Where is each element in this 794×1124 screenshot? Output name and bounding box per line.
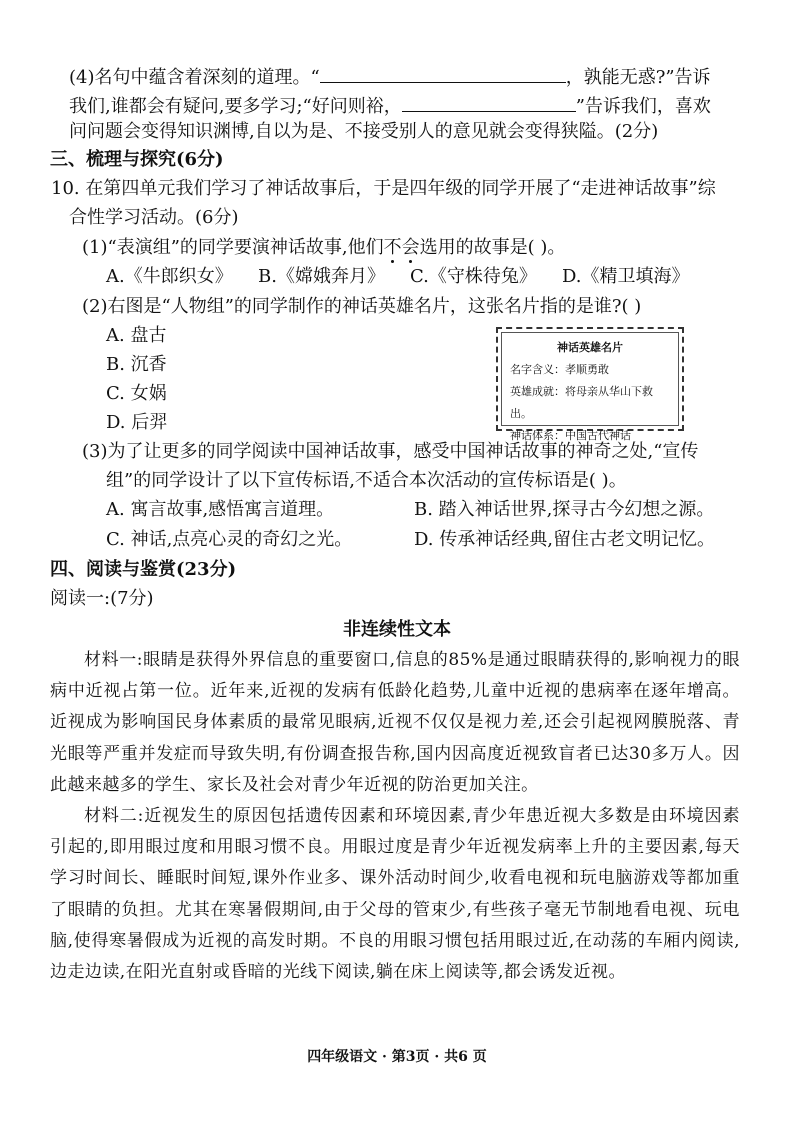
q10-sub2-option-a[interactable]: A. 盘古 bbox=[106, 325, 167, 346]
q4-line2-text-b: ”告诉我们，喜欢 bbox=[575, 96, 711, 117]
q10-sub1-prefix: (1)“表演组”的同学要演神话故事,他们 bbox=[82, 237, 384, 258]
q10-sub1-option-d[interactable]: D.《精卫填海》 bbox=[562, 266, 690, 287]
material-1: 材料一:眼睛是获得外界信息的重要窗口,信息的85%是通过眼睛获得的,影响视力的眼病中近视占第一位。近年来,近视的发病有低龄化趋势,儿童中近视的患病率在逐年增高。近视成为影响国民身体素质的最常见眼病,近视不仅仅是视力差,还会引起视网膜脱落、青光眼等严重并发症而导致失明,有份调查报告称,国内因高度近视致盲者已达30多万人。因此越来越多的学生、家长及社会对青少年近视的防治更加关注。 bbox=[50, 650, 740, 795]
q4-line2-text-a: 我们,谁都会有疑问,要多学习;“好问则裕， bbox=[69, 96, 402, 117]
q4-blank-1[interactable] bbox=[320, 64, 566, 83]
q10-sub3-option-c[interactable]: C. 神话,点亮心灵的奇幻之光。 bbox=[106, 529, 353, 550]
q10-line2: 合性学习活动。(6分) bbox=[69, 207, 239, 228]
q10-sub2-option-b[interactable]: B. 沉香 bbox=[106, 354, 167, 375]
material-2: 材料二:近视发生的原因包括遗传因素和环境因素,青少年患近视大多数是由环境因素引起的,即用眼过度和用眼习惯不良。用眼过度是青少年近视发病率上升的主要因素,每天学习时间长、睡眠时间短,课外作业多、课外活动时间少,收看电视和玩电脑游戏等都加重了眼睛的负担。尤其在寒暑假期间,由于父母的管束少,有些孩子毫无节制地看电视、玩电脑,使得寒暑假成为近视的高发时期。不良的用眼习惯包括用眼过近,在动荡的车厢内阅读,边走边读,在阳光直射或昏暗的光线下阅读,躺在床上阅读等,都会诱发近视。 bbox=[50, 806, 740, 983]
emphasis-char-2: 会 bbox=[401, 237, 420, 258]
hero-card-title: 神话英雄名片 bbox=[557, 341, 623, 354]
q4-line2 bbox=[69, 93, 711, 118]
q4-line1-text-a: (4)名句中蕴含着深刻的道理。“ bbox=[69, 67, 320, 88]
page-footer: 四年级语文 · 第3页 · 共6 页 bbox=[307, 1049, 487, 1065]
q10-sub1-option-b[interactable]: B.《嫦娥奔月》 bbox=[258, 266, 385, 287]
q10-sub3-option-b[interactable]: B. 踏入神话世界,探寻古今幻想之源。 bbox=[414, 499, 715, 520]
q10-sub1-option-a[interactable]: A.《牛郎织女》 bbox=[106, 266, 233, 287]
q4-blank-2[interactable] bbox=[402, 93, 576, 112]
q10-line1: 10. 在第四单元我们学习了神话故事后，于是四年级的同学开展了“走进神话故事”综 bbox=[51, 178, 716, 199]
emphasis-char-1: 不 bbox=[383, 237, 402, 258]
hero-name-card bbox=[496, 327, 684, 442]
hero-name-card-body bbox=[501, 332, 679, 442]
q10-sub2-option-d[interactable]: D. 后羿 bbox=[106, 412, 168, 433]
q10-sub1-question bbox=[82, 237, 565, 259]
q10-sub3-option-a[interactable]: A. 寓言故事,感悟寓言道理。 bbox=[106, 499, 335, 520]
hero-card-row-mythology: 神话体系：中国古代神话 bbox=[510, 429, 631, 442]
hero-card-row-meaning: 名字含义：孝顺勇敢 bbox=[510, 363, 609, 376]
section3-heading: 三、梳理与探究(6分) bbox=[50, 149, 224, 170]
q10-sub3-line2: 组”的同学设计了以下宣传标语,不适合本次活动的宣传标语是( )。 bbox=[106, 470, 627, 491]
hero-card-row-achievement: 英雄成就：将母亲从华山下救出。 bbox=[510, 385, 653, 420]
text-title: 非连续性文本 bbox=[343, 619, 451, 640]
reading-passage bbox=[50, 645, 740, 988]
q4-line1-text-b: ，孰能无惑?”告诉 bbox=[565, 67, 711, 88]
reading1-label: 阅读一:(7分) bbox=[50, 588, 154, 609]
q4-line3: 问问题会变得知识渊博,自以为是、不接受别人的意见就会变得狭隘。(2分) bbox=[69, 121, 659, 142]
q10-sub3-line1: (3)为了让更多的同学阅读中国神话故事，感受中国神话故事的神奇之处,“宣传 bbox=[82, 441, 699, 462]
q10-sub2-question: (2)右图是“人物组”的同学制作的神话英雄名片，这张名片指的是谁?( ) bbox=[82, 296, 642, 317]
q4-line1 bbox=[69, 64, 711, 89]
section4-heading: 四、阅读与鉴赏(23分) bbox=[50, 559, 237, 580]
q10-sub2-option-c[interactable]: C. 女娲 bbox=[106, 383, 167, 404]
q10-sub1-option-c[interactable]: C.《守株待兔》 bbox=[410, 266, 537, 287]
q10-sub3-option-d[interactable]: D. 传承神话经典,留住古老文明记忆。 bbox=[414, 529, 715, 550]
q10-sub1-suffix: 选用的故事是( )。 bbox=[419, 237, 566, 258]
